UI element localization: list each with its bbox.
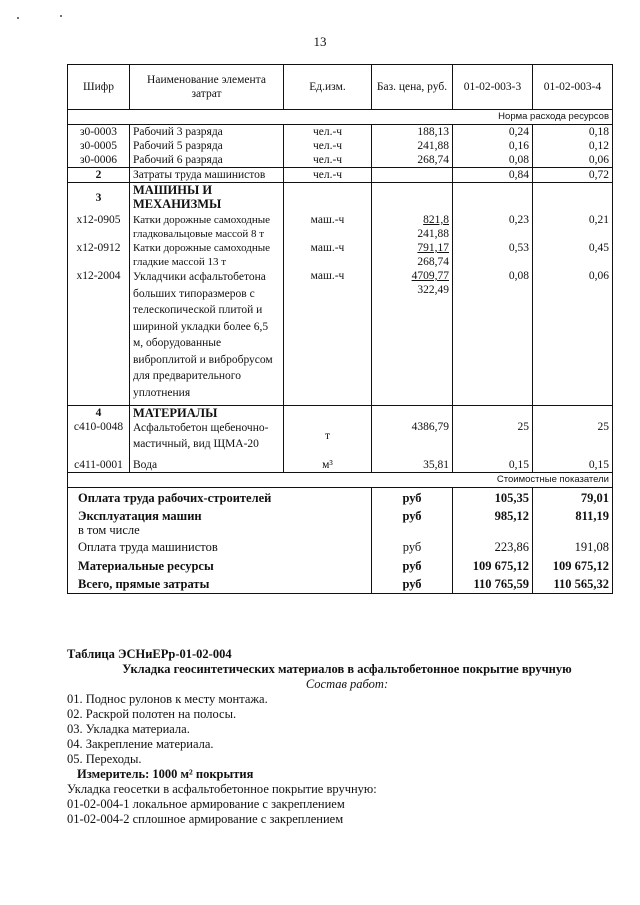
row-code: х12-0905 xyxy=(68,213,130,241)
summary-value-2: 811,19 xyxy=(533,505,613,523)
section-row-machinists xyxy=(68,168,613,183)
row-value-2: 0,45 xyxy=(533,241,613,269)
row-name: Укладчики асфальтобетона больших типоразмеров с телескопической плитой и шириной укладки более 6,5 м, оборудованные виброплитой и вибробрусом для предварительного уплотнения xyxy=(130,269,284,406)
table-row xyxy=(68,241,613,269)
row-name: Асфальтобетон щебеночно-мастичный, вид ЩМА-20 xyxy=(130,420,284,452)
row-name: Рабочий 5 разряда xyxy=(130,139,284,153)
summary-value-2: 110 565,32 xyxy=(533,573,613,594)
row-name: Рабочий 3 разряда xyxy=(130,125,284,140)
summary-value-1: 109 675,12 xyxy=(453,554,533,573)
row-value-2: 25 xyxy=(533,420,613,452)
row-name: Катки дорожные самоходные гладковальцовые массой 8 т xyxy=(130,213,284,241)
next-table-title-text: Таблица ЭСНиЕРр-01-02-004 xyxy=(67,647,232,661)
row-price: 821,8 xyxy=(423,214,449,226)
section-value-2: 0,72 xyxy=(533,168,613,183)
row-price-labor: 268,74 xyxy=(417,256,449,268)
row-unit: маш.-ч xyxy=(284,269,372,406)
row-value-1: 0,08 xyxy=(453,269,533,406)
page-number: 13 xyxy=(313,34,327,49)
table-row xyxy=(68,153,613,168)
list-item: 01-02-004-1 локальное армирование с закреплением xyxy=(67,797,345,811)
row-unit: чел.-ч xyxy=(284,153,372,168)
cost-caption-row xyxy=(68,473,613,488)
row-value-1: 0,23 xyxy=(453,213,533,241)
row-value-1: 0,16 xyxy=(453,139,533,153)
header-col1: 01-02-003-3 xyxy=(453,65,533,110)
row-unit: т xyxy=(284,420,372,452)
summary-row xyxy=(68,488,613,506)
header-price: Баз. цена, руб. xyxy=(372,65,453,110)
section-row-machines xyxy=(68,183,613,214)
list-item: 01. Поднос рулонов к месту монтажа. xyxy=(67,692,268,706)
summary-value-1: 223,86 xyxy=(453,537,533,554)
list-item: 03. Укладка материала. xyxy=(67,722,190,736)
row-price: 35,81 xyxy=(372,452,453,473)
row-code: з0-0003 xyxy=(68,125,130,140)
row-value-1: 25 xyxy=(453,420,533,452)
row-name: Катки дорожные самоходные гладкие массой 13 т xyxy=(130,241,284,269)
row-unit: м³ xyxy=(284,452,372,473)
header-col2: 01-02-003-4 xyxy=(533,65,613,110)
scan-speck xyxy=(17,17,19,19)
composition-heading: Состав работ: xyxy=(305,677,389,691)
description-line: Укладка геосетки в асфальтобетонное покрытие вручную: xyxy=(67,782,377,796)
row-unit: чел.-ч xyxy=(284,125,372,140)
row-name: Вода xyxy=(130,452,284,473)
summary-label: Всего, прямые затраты xyxy=(68,573,372,594)
next-table-subtitle: Укладка геосинтетических материалов в асфальтобетонное покрытие вручную xyxy=(122,662,572,676)
table-row xyxy=(68,125,613,140)
list-item: 01-02-004-2 сплошное армирование с закреплением xyxy=(67,812,344,826)
section-name: МАШИНЫ И МЕХАНИЗМЫ xyxy=(130,183,284,214)
list-item: 02. Раскрой полотен на полосы. xyxy=(67,707,237,721)
steps-list xyxy=(67,692,627,767)
summary-value-1: 985,12 xyxy=(453,505,533,523)
row-code: з0-0006 xyxy=(68,153,130,168)
summary-row xyxy=(68,537,613,554)
next-table-title xyxy=(67,647,627,662)
row-price: 268,74 xyxy=(372,153,453,168)
row-unit: маш.-ч xyxy=(284,241,372,269)
table-row xyxy=(68,213,613,241)
summary-label: Материальные ресурсы xyxy=(68,554,372,573)
row-price-labor: 322,49 xyxy=(417,284,449,296)
row-price: 4709,77 xyxy=(411,270,449,282)
variants-list xyxy=(67,797,627,827)
row-value-2: 0,06 xyxy=(533,269,613,406)
summary-unit: руб xyxy=(372,537,453,554)
summary-unit: руб xyxy=(372,488,453,506)
section-name: МАТЕРИАЛЫ xyxy=(130,406,284,421)
summary-label: Эксплуатация машин xyxy=(68,505,372,523)
row-value-1: 0,15 xyxy=(453,452,533,473)
list-item: 04. Закрепление материала. xyxy=(67,737,214,751)
row-price: 241,88 xyxy=(372,139,453,153)
norm-caption: Норма расхода ресурсов xyxy=(68,110,613,125)
table-row xyxy=(68,452,613,473)
section-unit: чел.-ч xyxy=(284,168,372,183)
row-value-1: 0,08 xyxy=(453,153,533,168)
resource-norms-table xyxy=(67,64,613,594)
summary-unit: руб xyxy=(372,505,453,523)
row-value-2: 0,06 xyxy=(533,153,613,168)
row-value-1: 0,53 xyxy=(453,241,533,269)
row-value-2: 0,18 xyxy=(533,125,613,140)
row-code: з0-0005 xyxy=(68,139,130,153)
section-row-materials xyxy=(68,406,613,421)
row-code: х12-0912 xyxy=(68,241,130,269)
summary-unit: руб xyxy=(372,554,453,573)
meter-line: Измеритель: 1000 м² покрытия xyxy=(77,767,254,781)
header-row xyxy=(68,65,613,110)
row-code: с411-0001 xyxy=(68,452,130,473)
summary-label: Оплата труда машинистов xyxy=(68,537,372,554)
summary-value-1: 105,35 xyxy=(453,488,533,506)
summary-value-2: 191,08 xyxy=(533,537,613,554)
summary-unit: руб xyxy=(372,573,453,594)
summary-label: Оплата труда рабочих-строителей xyxy=(68,488,372,506)
section-code: 2 xyxy=(68,168,130,183)
row-price: 791,17 xyxy=(417,242,449,254)
row-price: 188,13 xyxy=(372,125,453,140)
header-name: Наименование элемента затрат xyxy=(130,65,284,110)
section-name: Затраты труда машинистов xyxy=(130,168,284,183)
row-code: х12-2004 xyxy=(68,269,130,406)
table-row xyxy=(68,269,613,406)
section-value-1: 0,84 xyxy=(453,168,533,183)
row-unit: маш.-ч xyxy=(284,213,372,241)
row-unit: чел.-ч xyxy=(284,139,372,153)
summary-row xyxy=(68,554,613,573)
summary-row xyxy=(68,573,613,594)
row-value-1: 0,24 xyxy=(453,125,533,140)
header-unit: Ед.изм. xyxy=(284,65,372,110)
row-value-2: 0,12 xyxy=(533,139,613,153)
summary-value-2: 79,01 xyxy=(533,488,613,506)
row-value-2: 0,15 xyxy=(533,452,613,473)
section-code: 3 xyxy=(68,183,130,214)
norm-caption-row xyxy=(68,110,613,125)
section-code: 4 xyxy=(68,406,130,421)
row-price: 4386,79 xyxy=(372,420,453,452)
summary-row xyxy=(68,523,613,537)
header-code: Шифр xyxy=(68,65,130,110)
scan-speck xyxy=(60,15,62,17)
table-row xyxy=(68,139,613,153)
summary-value-2: 109 675,12 xyxy=(533,554,613,573)
summary-row xyxy=(68,505,613,523)
row-name: Рабочий 6 разряда xyxy=(130,153,284,168)
summary-label: в том числе xyxy=(68,523,372,537)
table-row xyxy=(68,420,613,452)
row-value-2: 0,21 xyxy=(533,213,613,241)
row-price-labor: 241,88 xyxy=(417,228,449,240)
row-code: с410-0048 xyxy=(68,420,130,452)
summary-value-1: 110 765,59 xyxy=(453,573,533,594)
list-item: 05. Переходы. xyxy=(67,752,142,766)
cost-caption: Стоимостные показатели xyxy=(68,473,613,488)
